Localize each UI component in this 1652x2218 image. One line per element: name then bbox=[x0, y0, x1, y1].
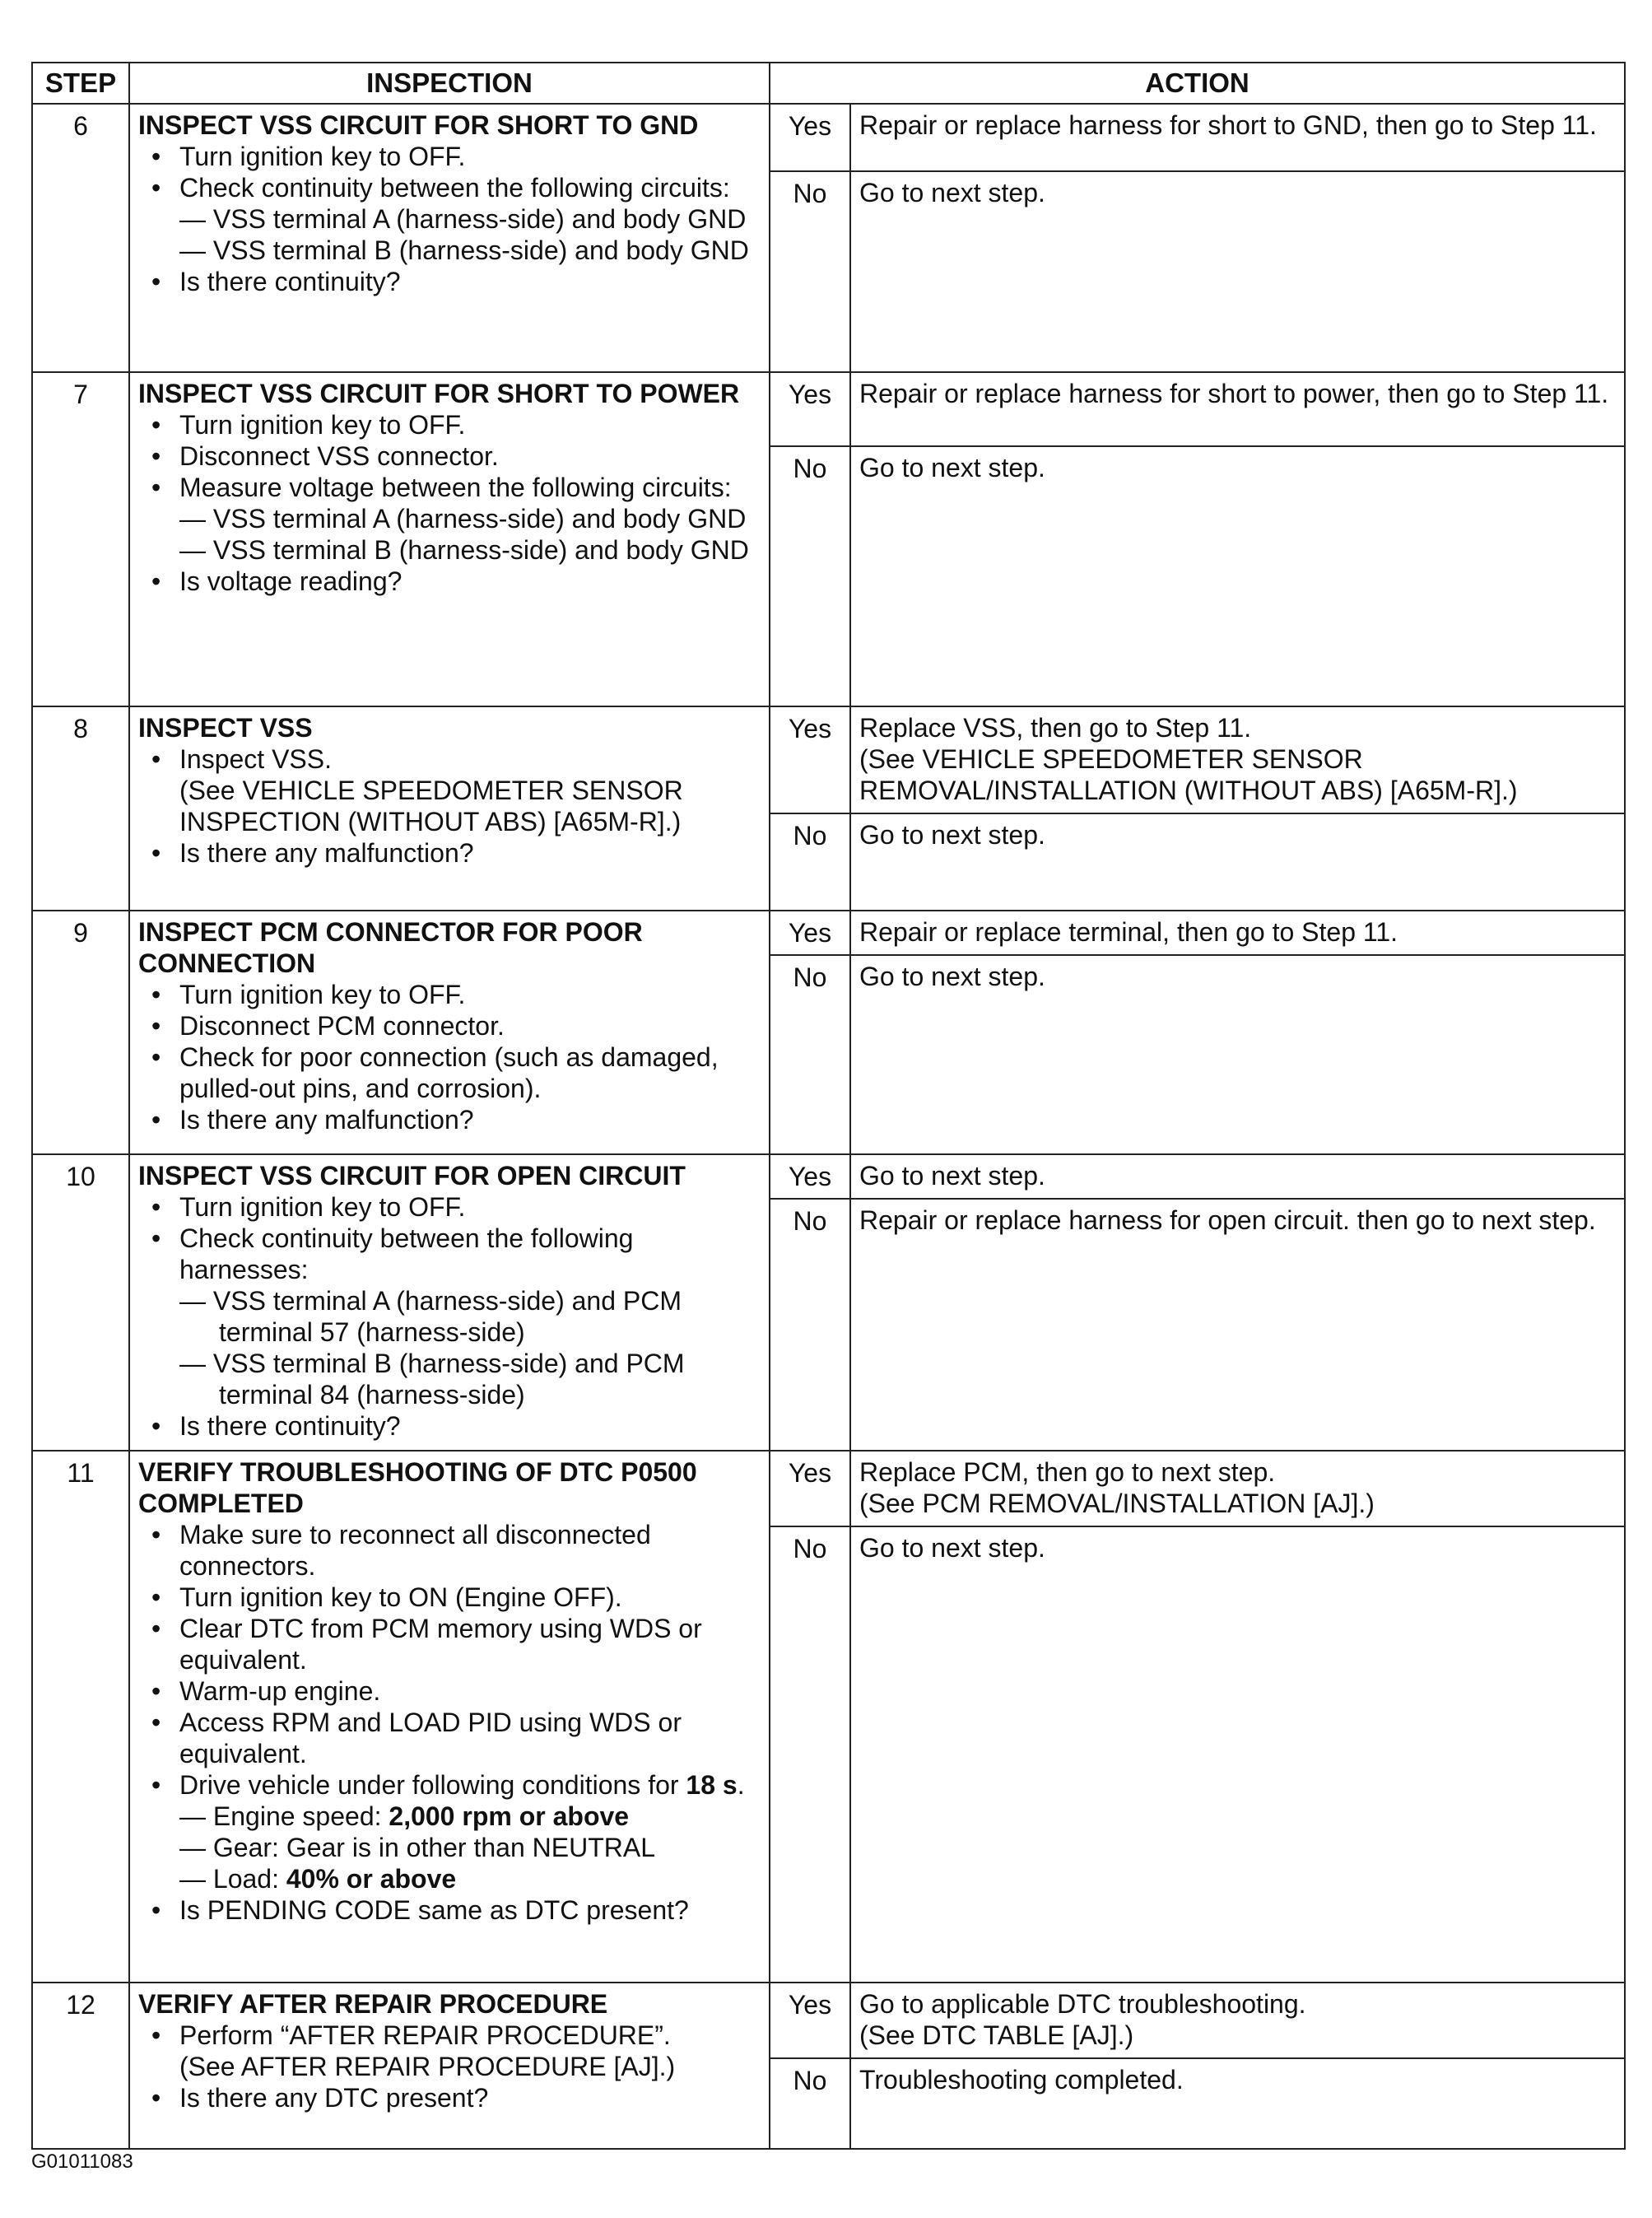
no-label: No bbox=[770, 2058, 850, 2149]
no-label: No bbox=[770, 1199, 850, 1451]
step-row-yes bbox=[32, 1154, 1625, 1199]
inspection-item-value: 18 s bbox=[686, 1770, 738, 1800]
inspection-item bbox=[179, 1410, 761, 1442]
inspection-item-text: Turn ignition key to OFF. bbox=[179, 142, 466, 171]
inspection-item-text: Check for poor connection (such as damaged, pulled-out pins, and corrosion). bbox=[179, 1042, 719, 1103]
inspection-condition bbox=[179, 1801, 761, 1832]
inspection-item bbox=[179, 266, 761, 297]
inspection-item-text: Is voltage reading? bbox=[179, 566, 403, 596]
yes-action-text: Repair or replace harness for short to GND, then go to Step 11. bbox=[859, 110, 1597, 140]
inspection-item bbox=[179, 837, 761, 869]
image-code: G01011083 bbox=[31, 2150, 133, 2173]
yes-action bbox=[850, 706, 1625, 813]
yes-label: Yes bbox=[770, 104, 850, 171]
inspection-sub-item: — VSS terminal A (harness-side) and PCM terminal 57 (harness-side) bbox=[179, 1286, 682, 1347]
yes-label: Yes bbox=[770, 1154, 850, 1199]
header-action: ACTION bbox=[770, 63, 1625, 104]
inspection-item-text: Disconnect PCM connector. bbox=[179, 1011, 505, 1041]
step-row-yes bbox=[32, 372, 1625, 446]
inspection-item bbox=[179, 1707, 761, 1769]
inspection-item bbox=[179, 979, 761, 1010]
step-number: 7 bbox=[32, 372, 129, 706]
inspection-item bbox=[179, 472, 761, 566]
no-label: No bbox=[770, 171, 850, 372]
inspection-item bbox=[179, 1041, 761, 1104]
yes-action-text: Repair or replace harness for short to power, then go to Step 11. bbox=[859, 379, 1609, 408]
inspection-item-text: Is there any DTC present? bbox=[179, 2083, 489, 2113]
yes-action bbox=[850, 1983, 1625, 2058]
inspection-item-text: Warm-up engine. bbox=[179, 1676, 381, 1706]
no-label: No bbox=[770, 1526, 850, 1983]
inspection-condition bbox=[179, 1832, 761, 1863]
yes-action-note: (See VEHICLE SPEEDOMETER SENSOR REMOVAL/INSTALLATION (WITHOUT ABS) [A65M-R].) bbox=[859, 744, 1518, 805]
inspection-list bbox=[138, 1519, 761, 1926]
yes-label: Yes bbox=[770, 1983, 850, 2058]
step-number: 8 bbox=[32, 706, 129, 911]
inspection-item-text: Inspect VSS. bbox=[179, 744, 332, 774]
no-label: No bbox=[770, 955, 850, 1154]
inspection-sub-item: — VSS terminal A (harness-side) and body GND bbox=[179, 504, 747, 534]
no-action: Go to next step. bbox=[850, 1526, 1625, 1983]
yes-label: Yes bbox=[770, 706, 850, 813]
inspection-item-text: Check continuity between the following circuits: bbox=[179, 173, 730, 203]
yes-action bbox=[850, 104, 1625, 171]
step-row-yes bbox=[32, 1451, 1625, 1526]
no-label: No bbox=[770, 446, 850, 706]
yes-label: Yes bbox=[770, 1451, 850, 1526]
no-action: Troubleshooting completed. bbox=[850, 2058, 1625, 2149]
inspection-list bbox=[138, 979, 761, 1135]
inspection-item-suffix: . bbox=[737, 1770, 745, 1800]
inspection-item bbox=[179, 141, 761, 172]
inspection-cell bbox=[129, 1154, 770, 1451]
inspection-cell bbox=[129, 1983, 770, 2149]
yes-action-text: Go to next step. bbox=[859, 1161, 1045, 1191]
inspection-condition bbox=[179, 1863, 761, 1894]
inspection-title: INSPECT VSS CIRCUIT FOR SHORT TO POWER bbox=[138, 379, 740, 408]
inspection-sub-item: — VSS terminal B (harness-side) and PCM terminal 84 (harness-side) bbox=[179, 1349, 685, 1410]
step-number: 12 bbox=[32, 1983, 129, 2149]
inspection-item-text: Perform “AFTER REPAIR PROCEDURE”. bbox=[179, 2020, 671, 2050]
inspection-item-text: Turn ignition key to OFF. bbox=[179, 410, 466, 440]
inspection-item bbox=[179, 172, 761, 266]
inspection-item-text: Drive vehicle under following conditions for bbox=[179, 1770, 679, 1800]
yes-action-text: Replace VSS, then go to Step 11. bbox=[859, 713, 1252, 743]
condition-label: — Load: bbox=[179, 1864, 286, 1894]
inspection-title: VERIFY TROUBLESHOOTING OF DTC P0500 COMPLETED bbox=[138, 1457, 697, 1518]
inspection-item-note: (See AFTER REPAIR PROCEDURE [AJ].) bbox=[179, 2052, 676, 2081]
inspection-list bbox=[138, 141, 761, 297]
inspection-item-text: Disconnect VSS connector. bbox=[179, 441, 499, 471]
yes-action bbox=[850, 372, 1625, 446]
inspection-cell bbox=[129, 372, 770, 706]
step-row-yes bbox=[32, 1983, 1625, 2058]
inspection-cell bbox=[129, 911, 770, 1154]
no-action: Go to next step. bbox=[850, 171, 1625, 372]
inspection-item bbox=[179, 409, 761, 440]
inspection-item bbox=[179, 743, 761, 837]
yes-action-text: Replace PCM, then go to next step. bbox=[859, 1457, 1276, 1487]
inspection-item-text: Clear DTC from PCM memory using WDS or equivalent. bbox=[179, 1614, 702, 1675]
inspection-title: INSPECT VSS CIRCUIT FOR SHORT TO GND bbox=[138, 110, 699, 140]
inspection-item bbox=[179, 2020, 761, 2082]
inspection-item-text: Is there continuity? bbox=[179, 1411, 401, 1441]
troubleshooting-table-container bbox=[31, 62, 1624, 2150]
inspection-item-text: Is PENDING CODE same as DTC present? bbox=[179, 1895, 689, 1925]
inspection-title: INSPECT PCM CONNECTOR FOR POOR CONNECTION bbox=[138, 917, 643, 978]
yes-action-text: Go to applicable DTC troubleshooting. bbox=[859, 1989, 1306, 2019]
inspection-item-note: (See VEHICLE SPEEDOMETER SENSOR INSPECTION (WITHOUT ABS) [A65M-R].) bbox=[179, 776, 683, 836]
inspection-cell bbox=[129, 706, 770, 911]
inspection-sub-item: — VSS terminal B (harness-side) and body GND bbox=[179, 235, 749, 265]
yes-action-note: (See PCM REMOVAL/INSTALLATION [AJ].) bbox=[859, 1489, 1375, 1518]
inspection-item bbox=[179, 1582, 761, 1613]
yes-action bbox=[850, 911, 1625, 955]
step-row-yes bbox=[32, 104, 1625, 171]
inspection-item bbox=[179, 1769, 761, 1894]
inspection-item bbox=[179, 1010, 761, 1041]
inspection-item bbox=[179, 1613, 761, 1675]
inspection-list bbox=[138, 743, 761, 869]
inspection-item-text: Is there any malfunction? bbox=[179, 1105, 474, 1135]
header-row bbox=[32, 63, 1625, 104]
table-body bbox=[32, 104, 1625, 2149]
condition-label: — Engine speed: bbox=[179, 1801, 389, 1831]
inspection-item bbox=[179, 1675, 761, 1707]
header-inspection: INSPECTION bbox=[129, 63, 770, 104]
inspection-list bbox=[138, 2020, 761, 2113]
inspection-title: VERIFY AFTER REPAIR PROCEDURE bbox=[138, 1989, 608, 2019]
inspection-list bbox=[138, 409, 761, 597]
no-action: Go to next step. bbox=[850, 813, 1625, 911]
step-number: 10 bbox=[32, 1154, 129, 1451]
inspection-item-text: Make sure to reconnect all disconnected connectors. bbox=[179, 1520, 651, 1581]
inspection-cell bbox=[129, 104, 770, 372]
inspection-item-text: Turn ignition key to OFF. bbox=[179, 1192, 466, 1222]
yes-label: Yes bbox=[770, 372, 850, 446]
step-number: 6 bbox=[32, 104, 129, 372]
inspection-item bbox=[179, 440, 761, 472]
inspection-item bbox=[179, 1519, 761, 1582]
inspection-item bbox=[179, 2082, 761, 2113]
yes-action bbox=[850, 1451, 1625, 1526]
inspection-item-text: Measure voltage between the following circuits: bbox=[179, 473, 732, 502]
yes-action bbox=[850, 1154, 1625, 1199]
no-action: Go to next step. bbox=[850, 446, 1625, 706]
inspection-title: INSPECT VSS bbox=[138, 713, 313, 743]
no-action: Go to next step. bbox=[850, 955, 1625, 1154]
yes-label: Yes bbox=[770, 911, 850, 955]
inspection-item bbox=[179, 1894, 761, 1926]
inspection-item-text: Turn ignition key to OFF. bbox=[179, 980, 466, 1009]
inspection-item-text: Is there continuity? bbox=[179, 267, 401, 296]
inspection-item-text: Is there any malfunction? bbox=[179, 838, 474, 868]
inspection-item bbox=[179, 1223, 761, 1410]
yes-action-text: Repair or replace terminal, then go to Step 11. bbox=[859, 917, 1398, 947]
no-action: Repair or replace harness for open circuit. then go to next step. bbox=[850, 1199, 1625, 1451]
inspection-item bbox=[179, 566, 761, 597]
inspection-item bbox=[179, 1191, 761, 1223]
inspection-item bbox=[179, 1104, 761, 1135]
step-number: 9 bbox=[32, 911, 129, 1154]
inspection-cell bbox=[129, 1451, 770, 1983]
step-row-yes bbox=[32, 911, 1625, 955]
inspection-title: INSPECT VSS CIRCUIT FOR OPEN CIRCUIT bbox=[138, 1161, 686, 1191]
condition-value: 40% or above bbox=[286, 1864, 457, 1894]
inspection-sub-item: — VSS terminal A (harness-side) and body GND bbox=[179, 204, 747, 234]
no-label: No bbox=[770, 813, 850, 911]
inspection-list bbox=[138, 1191, 761, 1442]
inspection-sub-item: — VSS terminal B (harness-side) and body GND bbox=[179, 535, 749, 565]
condition-label: — Gear: Gear is in other than NEUTRAL bbox=[179, 1833, 655, 1862]
inspection-item-text: Turn ignition key to ON (Engine OFF). bbox=[179, 1582, 622, 1612]
header-step: STEP bbox=[32, 63, 129, 104]
step-row-yes bbox=[32, 706, 1625, 813]
troubleshooting-table bbox=[31, 62, 1626, 2150]
condition-value: 2,000 rpm or above bbox=[389, 1801, 630, 1831]
inspection-item-text: Access RPM and LOAD PID using WDS or equivalent. bbox=[179, 1708, 682, 1768]
yes-action-note: (See DTC TABLE [AJ].) bbox=[859, 2020, 1134, 2050]
inspection-item-text: Check continuity between the following harnesses: bbox=[179, 1223, 634, 1284]
step-number: 11 bbox=[32, 1451, 129, 1983]
